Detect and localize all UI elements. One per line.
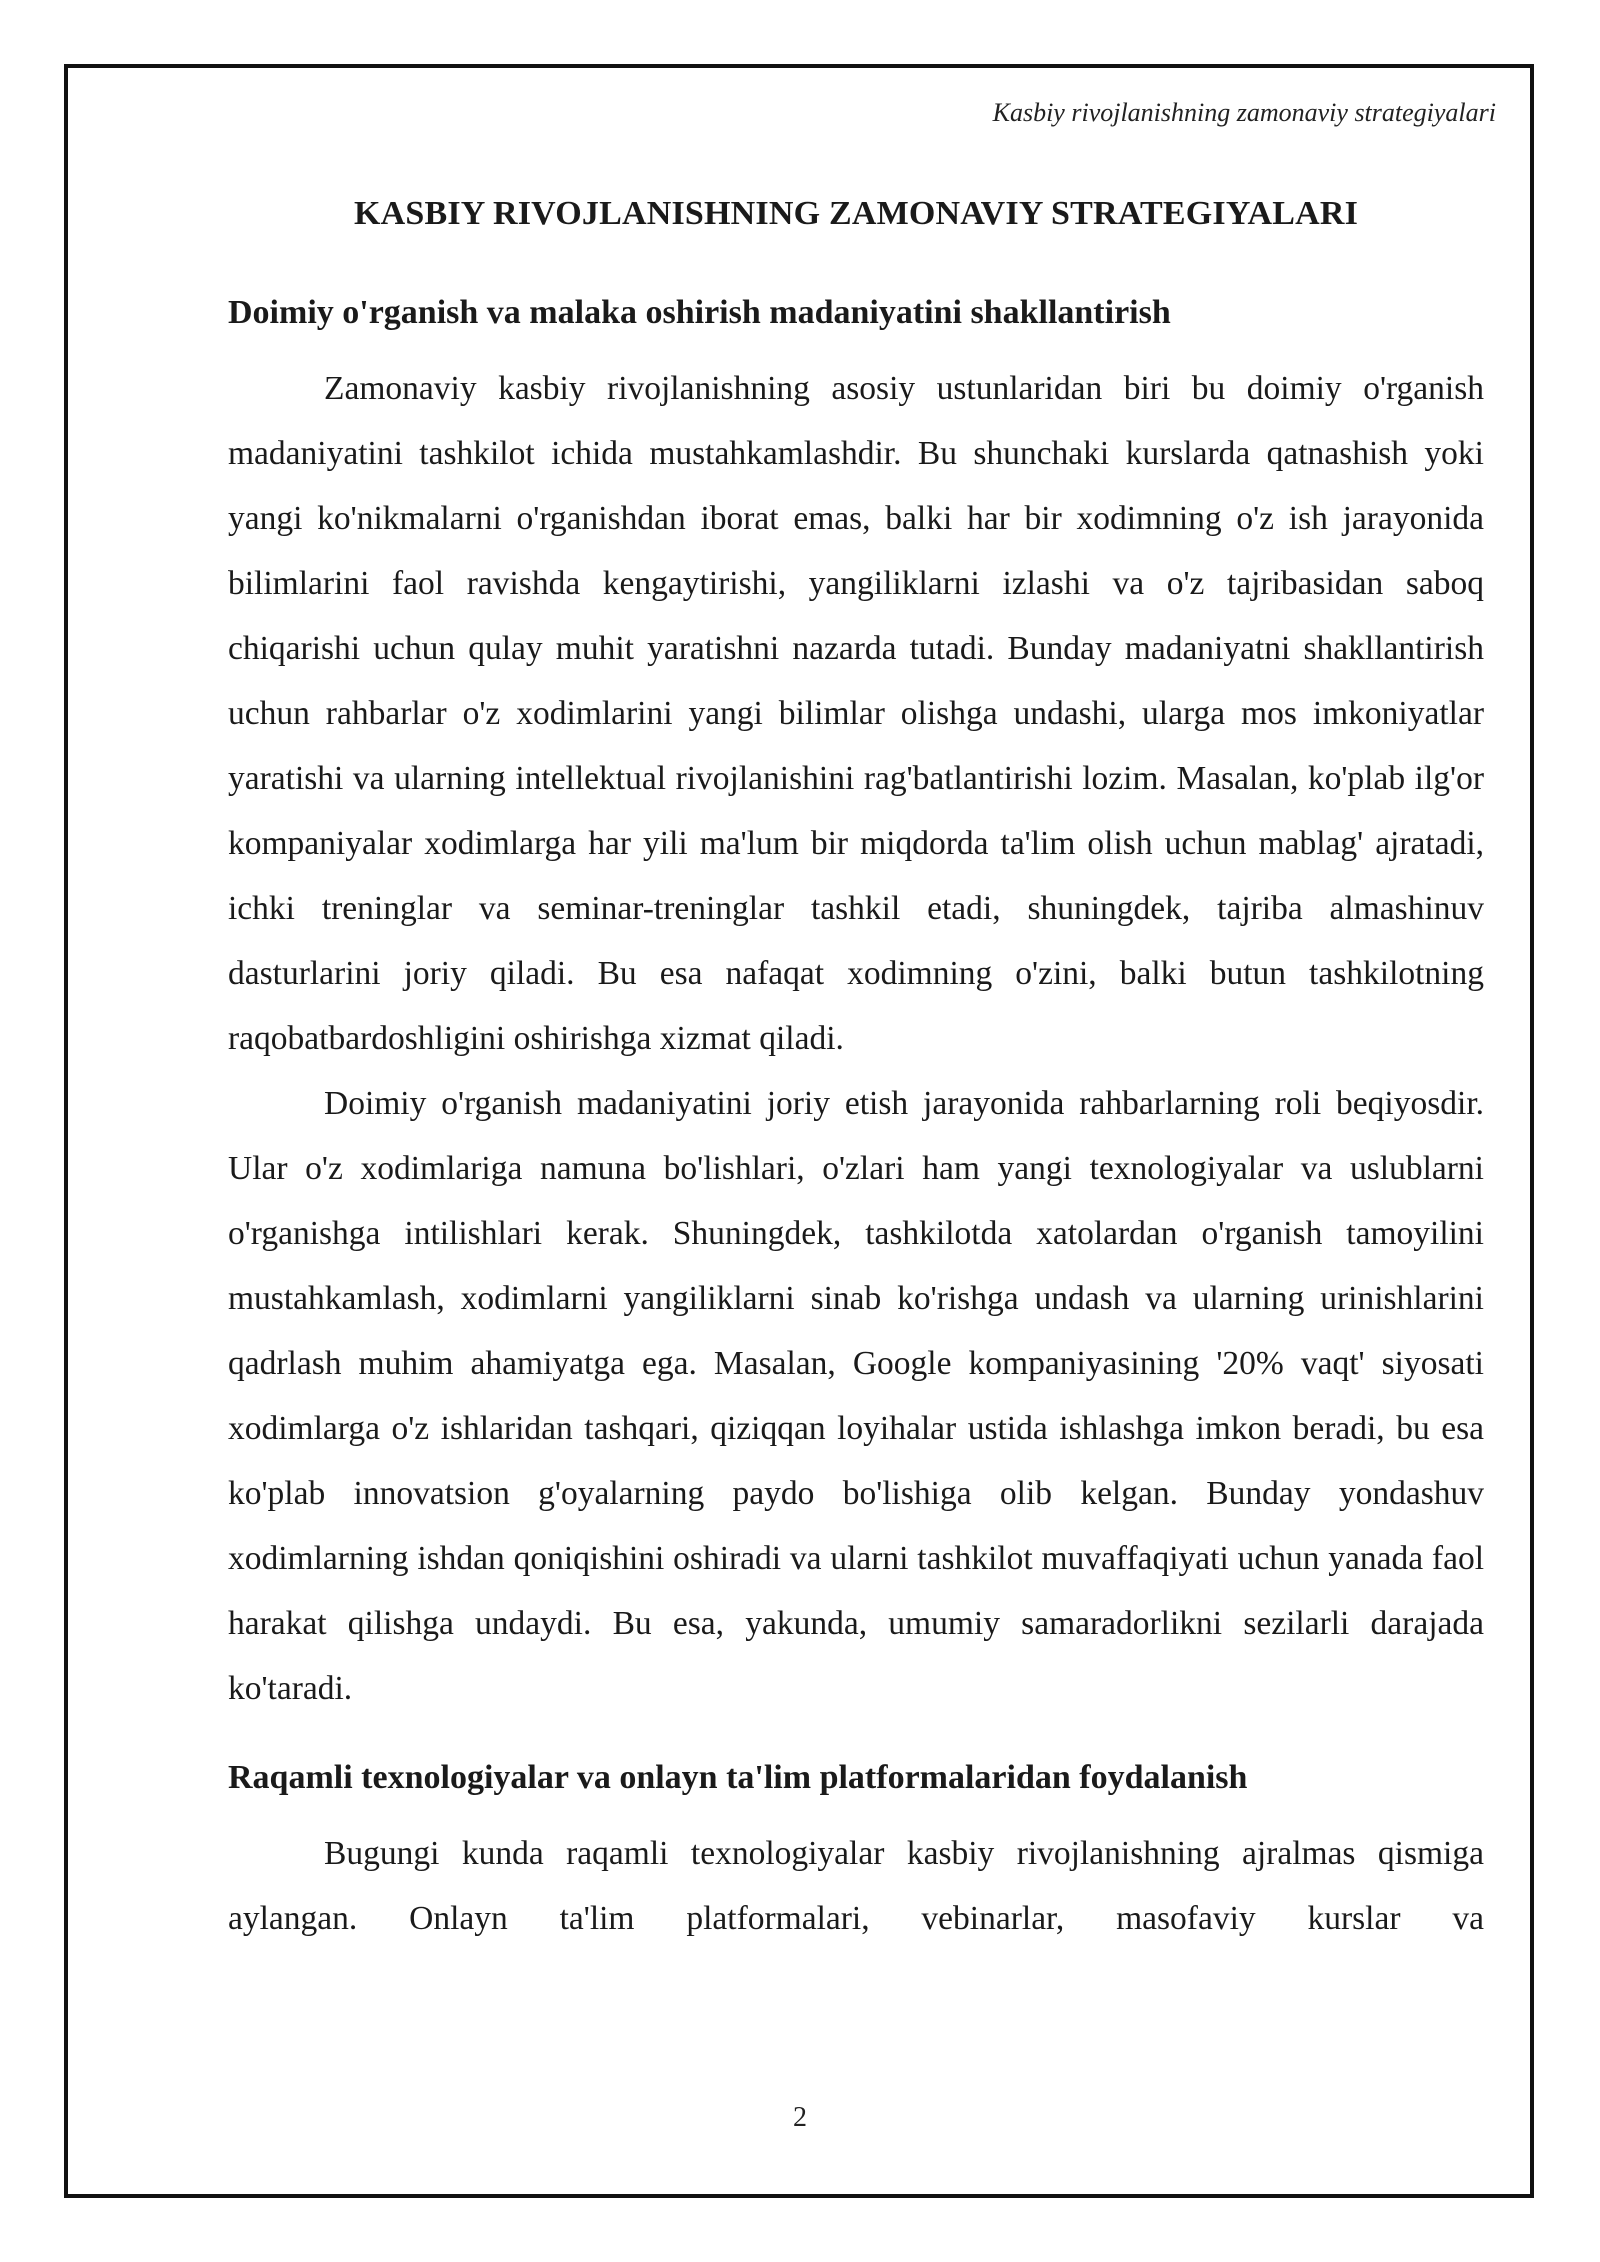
running-header: Kasbiy rivojlanishning zamonaviy strategiyalari	[992, 98, 1496, 127]
section-heading: Doimiy o'rganish va malaka oshirish madaniyatini shakllantirish	[228, 294, 1171, 331]
paragraph: Zamonaviy kasbiy rivojlanishning asosiy ustunlaridan biri bu doimiy o'rganish madaniyatini tashkilot ichida mustahkamlashdir. Bu shunchaki kurslarda qatnashish yoki yangi ko'nikmalarni o'rganishdan iborat emas, balki har bir xodimning o'z ish jarayonida bilimlarini faol ravishda kengaytirishi, yangiliklarni izlashi va o'z tajribasidan saboq chiqarishi uchun qulay muhit yaratishni nazarda tutadi. Bunday madaniyatni shakllantirish uchun rahbarlar o'z xodimlarini yangi bilimlar olishga undashi, ularga mos imkoniyatlar yaratishi va ularning intellektual rivojlanishini rag'batlantirishi lozim. Masalan, ko'plab ilg'or kompaniyalar xodimlarga har yili ma'lum bir miqdorda ta'lim olish uchun mablag' ajratadi, ichki treninglar va seminar-treninglar tashkil etadi, shuningdek, tajriba almashinuv dasturlarini joriy qiladi. Bu esa nafaqat xodimning o'zini, balki butun tashkilotning raqobatbardoshligini oshirishga xizmat qiladi.	[228, 370, 1484, 1057]
paragraph: Doimiy o'rganish madaniyatini joriy etish jarayonida rahbarlarning roli beqiyosdir. Ular o'z xodimlariga namuna bo'lishlari, o'zlari ham yangi texnologiyalar va uslublarni o'rganishga intilishlari kerak. Shuningdek, tashkilotda xatolardan o'rganish tamoyilini mustahkamlash, xodimlarni yangiliklarni sinab ko'rishga undash va ularning urinishlarini qadrlash muhim ahamiyatga ega. Masalan, Google kompaniyasining '20% vaqt' siyosati xodimlarga o'z ishlaridan tashqari, qiziqqan loyihalar ustida ishlashga imkon beradi, bu esa ko'plab innovatsion g'oyalarning paydo bo'lishiga olib kelgan. Bunday yondashuv xodimlarning ishdan qoniqishini oshiradi va ularni tashkilot muvaffaqiyati uchun yanada faol harakat qilishga undaydi. Bu esa, yakunda, umumiy samaradorlikni sezilarli darajada ko'taradi.	[228, 1085, 1484, 1707]
document-title: KASBIY RIVOJLANISHNING ZAMONAVIY STRATEGIYALARI	[353, 195, 1359, 232]
page-number: 2	[793, 2102, 807, 2133]
section-heading: Raqamli texnologiyalar va onlayn ta'lim platformalaridan foydalanish	[228, 1759, 1248, 1796]
paragraph: Bugungi kunda raqamli texnologiyalar kasbiy rivojlanishning ajralmas qismiga aylangan. Onlayn ta'lim platformalari, vebinarlar, masofaviy kurslar va	[228, 1835, 1484, 1937]
document-body	[228, 186, 1484, 1951]
section-spacer	[228, 1721, 1484, 1751]
